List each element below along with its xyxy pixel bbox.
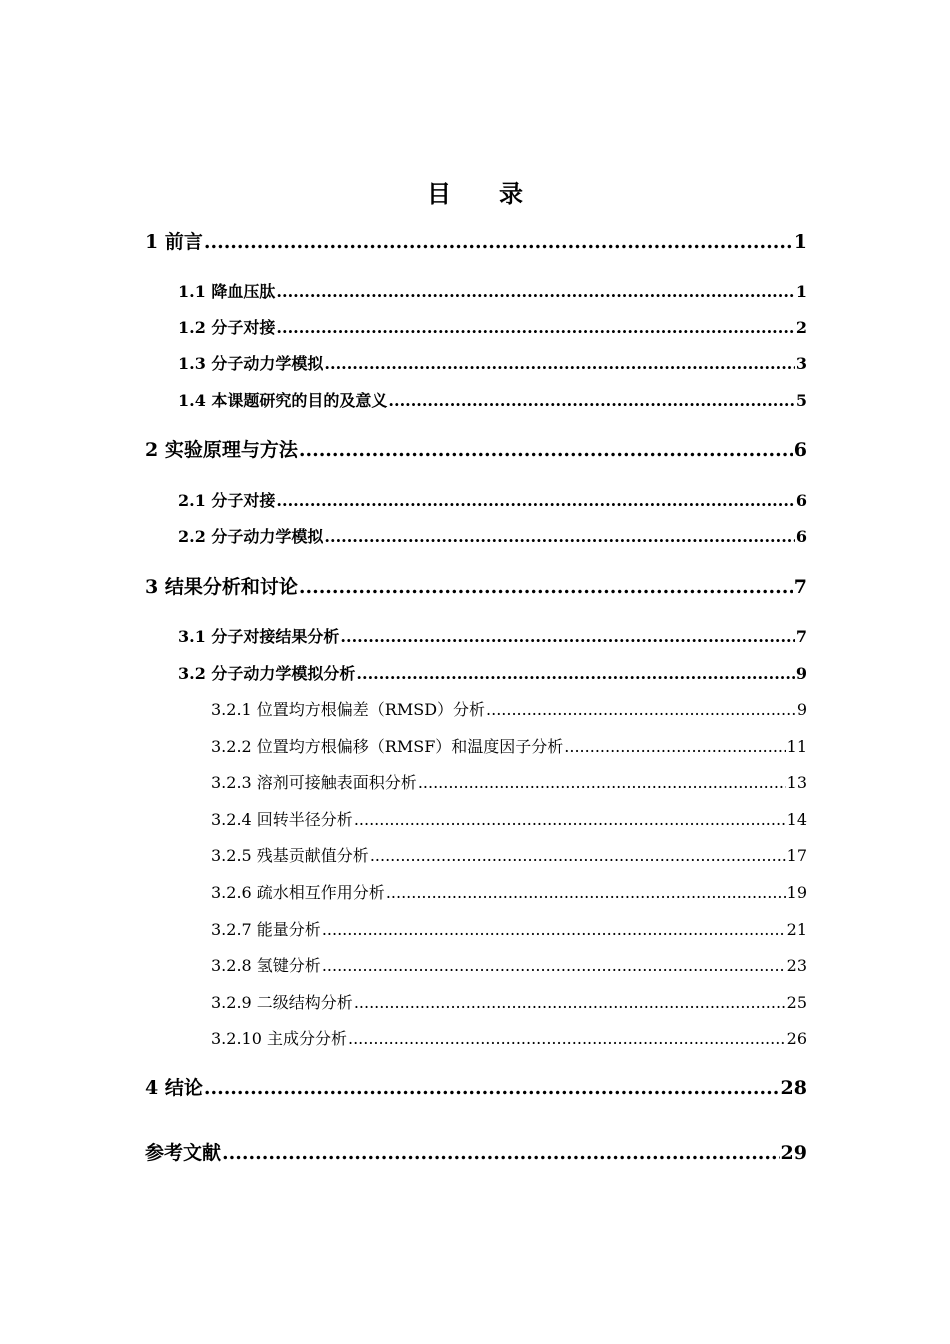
toc-entry[interactable] bbox=[211, 953, 807, 976]
toc-entry[interactable] bbox=[178, 661, 807, 684]
toc-entry[interactable] bbox=[211, 917, 807, 940]
toc-entry-page: 9 bbox=[795, 664, 807, 683]
toc-entry-label: 参考文献 bbox=[145, 1142, 222, 1164]
toc-entry-label: 3 结果分析和讨论 bbox=[145, 576, 298, 598]
toc-entry-page: 29 bbox=[780, 1142, 807, 1164]
toc-entry-page: 11 bbox=[786, 737, 807, 756]
toc-entry-label: 3.2.1 位置均方根偏差（RMSD）分析 bbox=[211, 700, 486, 719]
toc-leader-dots bbox=[348, 1029, 786, 1048]
toc-leader-dots bbox=[322, 956, 786, 975]
toc-entry-label: 3.2.2 位置均方根偏移（RMSF）和温度因子分析 bbox=[211, 737, 564, 756]
toc-entry-page: 2 bbox=[795, 318, 807, 337]
toc-leader-dots bbox=[276, 318, 794, 337]
toc-leader-dots bbox=[322, 920, 786, 939]
toc-leader-dots bbox=[354, 810, 786, 829]
toc-entry[interactable] bbox=[145, 572, 807, 599]
toc-entry-page: 26 bbox=[786, 1029, 807, 1048]
toc-leader-dots bbox=[324, 354, 794, 373]
toc-leader-dots bbox=[276, 491, 794, 510]
toc-entry-page: 1 bbox=[795, 282, 807, 301]
toc-leader-dots bbox=[354, 993, 786, 1012]
toc-entry-page: 25 bbox=[786, 993, 807, 1012]
toc-entry-label: 2 实验原理与方法 bbox=[145, 439, 298, 461]
toc-entry-label: 3.2.4 回转半径分析 bbox=[211, 810, 353, 829]
toc-entry[interactable] bbox=[178, 315, 807, 338]
toc-leader-dots bbox=[299, 576, 793, 598]
toc-leader-dots bbox=[386, 883, 786, 902]
toc-entry[interactable] bbox=[145, 227, 807, 254]
toc-entry[interactable] bbox=[211, 1026, 807, 1049]
toc-entry[interactable] bbox=[178, 524, 807, 547]
toc-entry-label: 3.1 分子对接结果分析 bbox=[178, 627, 340, 646]
toc-entry-label: 1.3 分子动力学模拟 bbox=[178, 354, 324, 373]
toc-entry-label: 3.2 分子动力学模拟分析 bbox=[178, 664, 356, 683]
toc-entry-page: 17 bbox=[786, 846, 807, 865]
toc-entry-label: 3.2.7 能量分析 bbox=[211, 920, 321, 939]
toc-entry[interactable] bbox=[211, 697, 807, 720]
toc-entry-label: 1.1 降血压肽 bbox=[178, 282, 276, 301]
toc-entry-page: 3 bbox=[795, 354, 807, 373]
toc-leader-dots bbox=[356, 664, 794, 683]
toc-entry-label: 3.2.8 氢键分析 bbox=[211, 956, 321, 975]
toc-entry-page: 23 bbox=[786, 956, 807, 975]
toc-entry[interactable] bbox=[211, 990, 807, 1013]
toc-leader-dots bbox=[299, 439, 793, 461]
toc-entry-label: 4 结论 bbox=[145, 1077, 203, 1099]
toc-entry-label: 1.4 本课题研究的目的及意义 bbox=[178, 391, 388, 410]
toc-entry-label: 1 前言 bbox=[145, 231, 203, 253]
toc-entry-page: 13 bbox=[786, 773, 807, 792]
toc-leader-dots bbox=[204, 231, 793, 253]
toc-entry-label: 3.2.3 溶剂可接触表面积分析 bbox=[211, 773, 417, 792]
toc-entry-page: 21 bbox=[786, 920, 807, 939]
toc-entry-page: 28 bbox=[780, 1077, 807, 1099]
toc-entry[interactable] bbox=[145, 1138, 807, 1165]
toc-entry[interactable] bbox=[178, 488, 807, 511]
toc-leader-dots bbox=[564, 737, 785, 756]
toc-leader-dots bbox=[418, 773, 786, 792]
toc-entry[interactable] bbox=[211, 807, 807, 830]
toc-entry[interactable] bbox=[211, 880, 807, 903]
toc-entry-page: 1 bbox=[793, 231, 807, 253]
toc-entry-label: 3.2.10 主成分分析 bbox=[211, 1029, 347, 1048]
toc-entry[interactable] bbox=[178, 279, 807, 302]
toc-entry-label: 2.1 分子对接 bbox=[178, 491, 276, 510]
toc-entry[interactable] bbox=[178, 624, 807, 647]
toc-leader-dots bbox=[340, 627, 794, 646]
toc-entry-page: 14 bbox=[786, 810, 807, 829]
toc-entry-label: 3.2.5 残基贡献值分析 bbox=[211, 846, 369, 865]
toc-entry-page: 6 bbox=[793, 439, 807, 461]
toc-entry-page: 5 bbox=[795, 391, 807, 410]
toc-entry-label: 3.2.9 二级结构分析 bbox=[211, 993, 353, 1012]
toc-leader-dots bbox=[486, 700, 796, 719]
toc-entry[interactable] bbox=[145, 435, 807, 462]
toc-entry[interactable] bbox=[211, 734, 807, 757]
toc-entry-label: 2.2 分子动力学模拟 bbox=[178, 527, 324, 546]
toc-entry-label: 1.2 分子对接 bbox=[178, 318, 276, 337]
toc-entry-label: 3.2.6 疏水相互作用分析 bbox=[211, 883, 385, 902]
toc-entry-page: 19 bbox=[786, 883, 807, 902]
toc-leader-dots bbox=[222, 1142, 780, 1164]
toc-entry[interactable] bbox=[211, 843, 807, 866]
toc-entry[interactable] bbox=[145, 1073, 807, 1100]
toc-entry-page: 9 bbox=[796, 700, 807, 719]
toc-leader-dots bbox=[370, 846, 786, 865]
toc-leader-dots bbox=[276, 282, 794, 301]
toc-entry-page: 6 bbox=[795, 491, 807, 510]
toc-entry[interactable] bbox=[178, 388, 807, 411]
toc-title: 目 录 bbox=[427, 179, 523, 208]
toc-leader-dots bbox=[388, 391, 794, 410]
toc-entry[interactable] bbox=[211, 770, 807, 793]
toc-entry-page: 7 bbox=[793, 576, 807, 598]
toc-entry[interactable] bbox=[178, 351, 807, 374]
toc-entry-page: 6 bbox=[795, 527, 807, 546]
toc-leader-dots bbox=[324, 527, 794, 546]
toc-leader-dots bbox=[204, 1077, 780, 1099]
toc-entry-page: 7 bbox=[795, 627, 807, 646]
